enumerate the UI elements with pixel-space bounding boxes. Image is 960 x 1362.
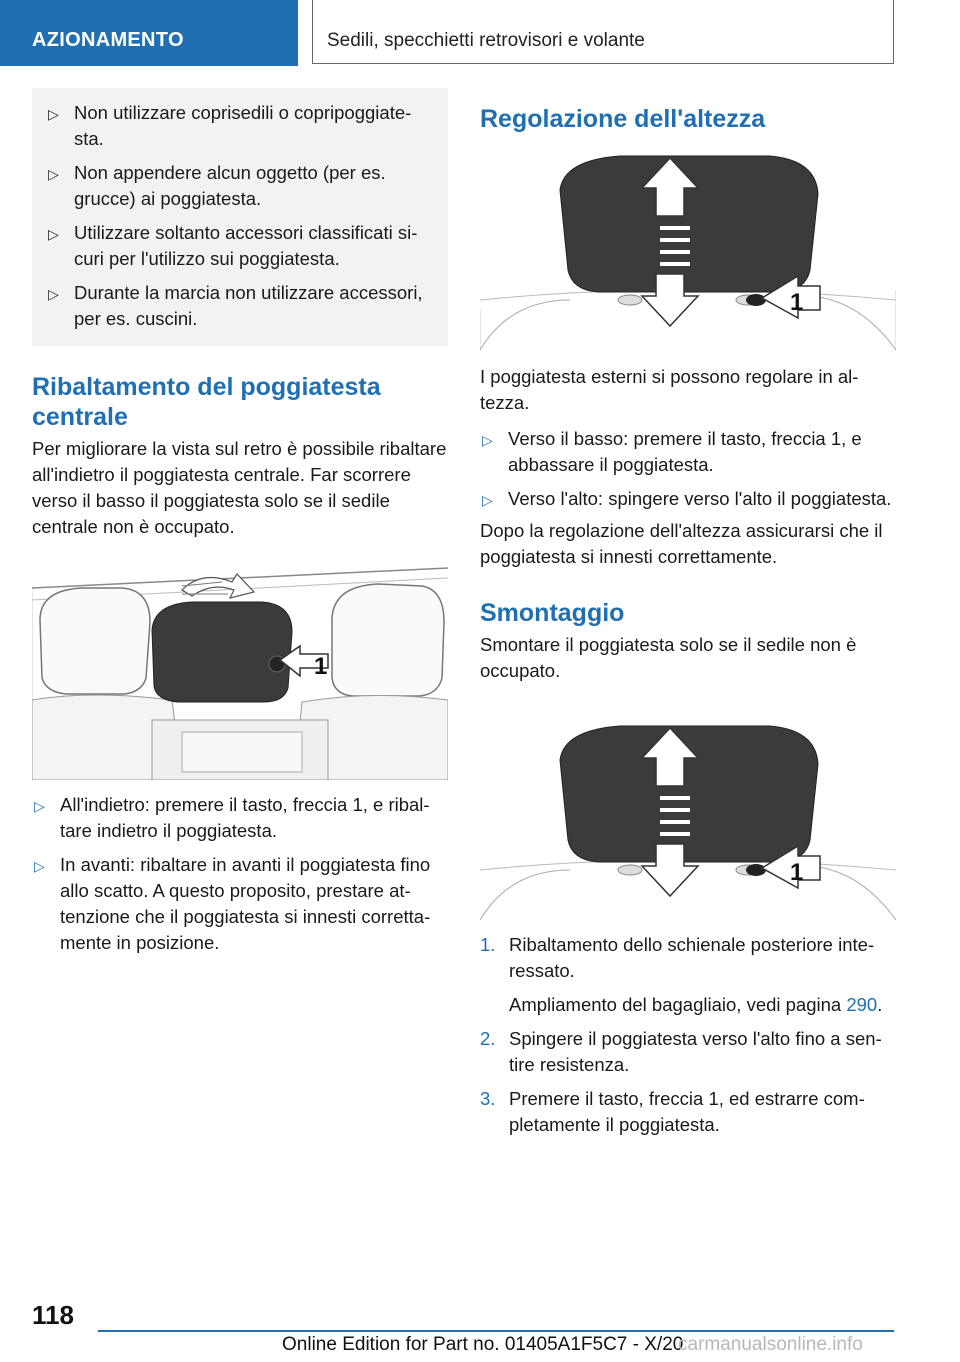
footer-divider <box>98 1330 894 1332</box>
left-column <box>32 88 448 956</box>
note-item: ▷ Non appendere alcun oggetto (per es. grucce) ai poggiatesta. <box>48 162 386 209</box>
edition-info: Online Edition for Part no. 01405A1F5C7 - X/20 <box>282 1334 684 1355</box>
section-title: AZIONAMENTO <box>32 29 184 51</box>
triangle-bullet-icon: ▷ <box>48 166 59 182</box>
page-reference-link[interactable]: 290 <box>846 994 878 1015</box>
height-steps <box>480 426 896 512</box>
tilt-steps <box>32 792 448 956</box>
triangle-bullet-icon: ▷ <box>34 798 45 814</box>
height-after-note: Dopo la regolazione dell'altezza assicurarsi che il poggiatesta si innesti correttamente. <box>480 520 883 567</box>
headrest-removal-figure <box>480 720 896 920</box>
watermark: carmanualsonline.info <box>678 1334 863 1355</box>
height-step-item: ▷ Verso il basso: premere il tasto, freccia 1, e abbassare il poggiatesta. <box>482 428 862 475</box>
removal-step-item: 3. Premere il tasto, freccia 1, ed estrarre completamente il poggiatesta. <box>480 1088 865 1135</box>
figure-callout-label: 1 <box>790 859 804 886</box>
warning-note-box <box>32 88 448 346</box>
note-item: ▷ Utilizzare soltanto accessori classificati sicuri per l'utilizzo sui poggiatesta. <box>48 222 418 269</box>
triangle-bullet-icon: ▷ <box>34 858 45 874</box>
triangle-bullet-icon: ▷ <box>482 432 493 448</box>
section-tab <box>0 0 298 66</box>
removal-steps <box>480 932 896 1138</box>
removal-step-item: 2. Spingere il poggiatesta verso l'alto fino a sentire resistenza. <box>480 1028 882 1075</box>
figure-callout-label: 1 <box>314 653 328 680</box>
removal-step-item: 1. Ribaltamento dello schienale posteriore interessato. Ampliamento del bagagliaio, vedi pagina 290. <box>480 932 896 1018</box>
triangle-bullet-icon: ▷ <box>482 492 493 508</box>
removal-intro: Smontare il poggiatesta solo se il sedile non è occupato. <box>480 634 857 681</box>
chapter-title: Sedili, specchietti retrovisori e volante <box>327 30 645 51</box>
cross-reference: Ampliamento del bagagliaio, vedi pagina 290. <box>509 994 883 1015</box>
note-item: ▷ Non utilizzare coprisedili o copripoggiatesta. <box>48 102 412 149</box>
chapter-tab <box>312 0 894 64</box>
height-step-item: ▷ Verso l'alto: spingere verso l'alto il poggiatesta. <box>480 486 896 512</box>
note-list <box>46 100 434 332</box>
right-column <box>480 88 896 1146</box>
triangle-bullet-icon: ▷ <box>48 226 59 242</box>
tilt-step-item: ▷ In avanti: ribaltare in avanti il poggiatesta fino allo scatto. A questo proposito, prestare attenzione che il poggiatesta si innesti correttamente in posizione. <box>34 854 431 953</box>
rear-seat-headrest-figure <box>32 560 448 780</box>
triangle-bullet-icon: ▷ <box>48 106 59 122</box>
page-number: 118 <box>32 1300 74 1330</box>
section-heading-removal: Smontaggio <box>480 599 625 627</box>
section-heading-height: Regolazione dell'altezza <box>480 105 766 133</box>
triangle-bullet-icon: ▷ <box>48 286 59 302</box>
section-heading-tilt: Ribaltamento del poggiatesta centrale <box>32 373 381 431</box>
height-intro: I poggiatesta esterni si possono regolare in altezza. <box>480 366 859 413</box>
headrest-height-figure <box>480 150 896 350</box>
note-item: ▷ Durante la marcia non utilizzare accessori, per es. cuscini. <box>48 282 423 329</box>
figure-callout-label: 1 <box>790 289 804 316</box>
tilt-intro: Per migliorare la vista sul retro è possibile ribaltare all'indietro il poggiatesta centrale. Far scorrere verso il basso il poggiatesta solo se il sedile centrale non è occupato. <box>32 438 447 537</box>
tilt-step-item: ▷ All'indietro: premere il tasto, freccia 1, e ribaltare indietro il poggiatesta. <box>34 794 430 841</box>
